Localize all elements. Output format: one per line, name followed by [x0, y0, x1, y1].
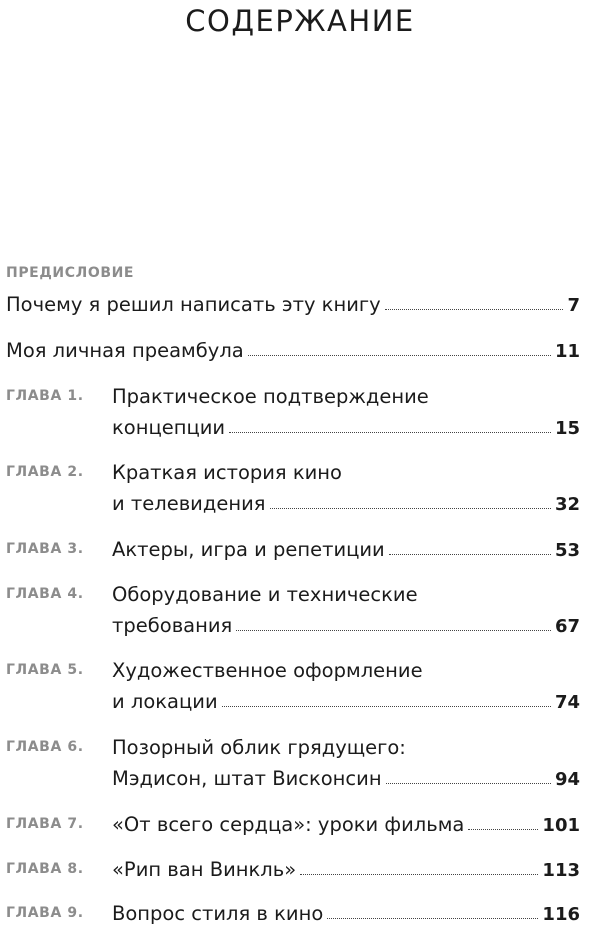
- dot-leader: [386, 782, 551, 784]
- dot-leader: [389, 553, 551, 555]
- chapter-label: ГЛАВА 6.: [6, 739, 84, 755]
- page-number: 67: [554, 616, 580, 637]
- chapter-label: ГЛАВА 4.: [6, 586, 84, 602]
- page-number: 113: [542, 860, 580, 881]
- toc-entry-title-line-1: Практическое подтверждение: [112, 385, 429, 408]
- dot-leader: [300, 873, 538, 875]
- chapter-label: ГЛАВА 5.: [6, 662, 84, 678]
- dot-leader: [270, 507, 551, 509]
- preface-section-label: ПРЕДИСЛОВИЕ: [6, 265, 135, 281]
- page-number: 94: [554, 769, 580, 790]
- dot-leader: [327, 917, 538, 919]
- toc-entry-title: «От всего сердца»: уроки фильма: [112, 813, 465, 836]
- dot-leader: [248, 354, 551, 356]
- toc-entry-title: Моя личная преамбула: [6, 339, 244, 362]
- chapter-label: ГЛАВА 8.: [6, 861, 84, 877]
- dot-leader: [229, 431, 551, 433]
- page-number: 53: [554, 540, 580, 561]
- toc-entry-title-line-1: Краткая история кино: [112, 461, 342, 484]
- toc-entry-title-line-1: Оборудование и технические: [112, 583, 418, 606]
- page-number: 11: [554, 341, 580, 362]
- dot-leader: [222, 705, 551, 707]
- chapter-label: ГЛАВА 9.: [6, 905, 84, 921]
- toc-entry-title: Актеры, игра и репетиции: [112, 538, 385, 561]
- dot-leader: [236, 629, 551, 631]
- page-number: 32: [554, 494, 580, 515]
- page-number: 116: [542, 904, 580, 925]
- dot-leader: [468, 828, 538, 830]
- toc-entry-title-line-2: и локации: [112, 690, 218, 713]
- toc-entry-title: Почему я решил написать эту книгу: [6, 293, 381, 316]
- toc-entry-title-line-2: концепции: [112, 416, 226, 439]
- page-title: СОДЕРЖАНИЕ: [185, 4, 415, 38]
- page-number: 15: [554, 418, 580, 439]
- chapter-label: ГЛАВА 1.: [6, 388, 84, 404]
- toc-entry-title-line-1: Позорный облик грядущего:: [112, 736, 406, 759]
- chapter-label: ГЛАВА 7.: [6, 816, 84, 832]
- page-number: 7: [567, 295, 580, 316]
- toc-entry-title-line-2: требования: [112, 614, 233, 637]
- chapter-label: ГЛАВА 3.: [6, 541, 84, 557]
- dot-leader: [385, 308, 564, 310]
- toc-entry-title: Вопрос стиля в кино: [112, 902, 324, 925]
- chapter-label: ГЛАВА 2.: [6, 464, 84, 480]
- page-number: 74: [554, 692, 580, 713]
- toc-entry-title: «Рип ван Винкль»: [112, 858, 297, 881]
- toc-entry-title-line-2: Мэдисон, штат Висконсин: [112, 767, 382, 790]
- toc-entry-title-line-1: Художественное оформление: [112, 659, 423, 682]
- page-number: 101: [542, 815, 580, 836]
- toc-entry-title-line-2: и телевидения: [112, 492, 266, 515]
